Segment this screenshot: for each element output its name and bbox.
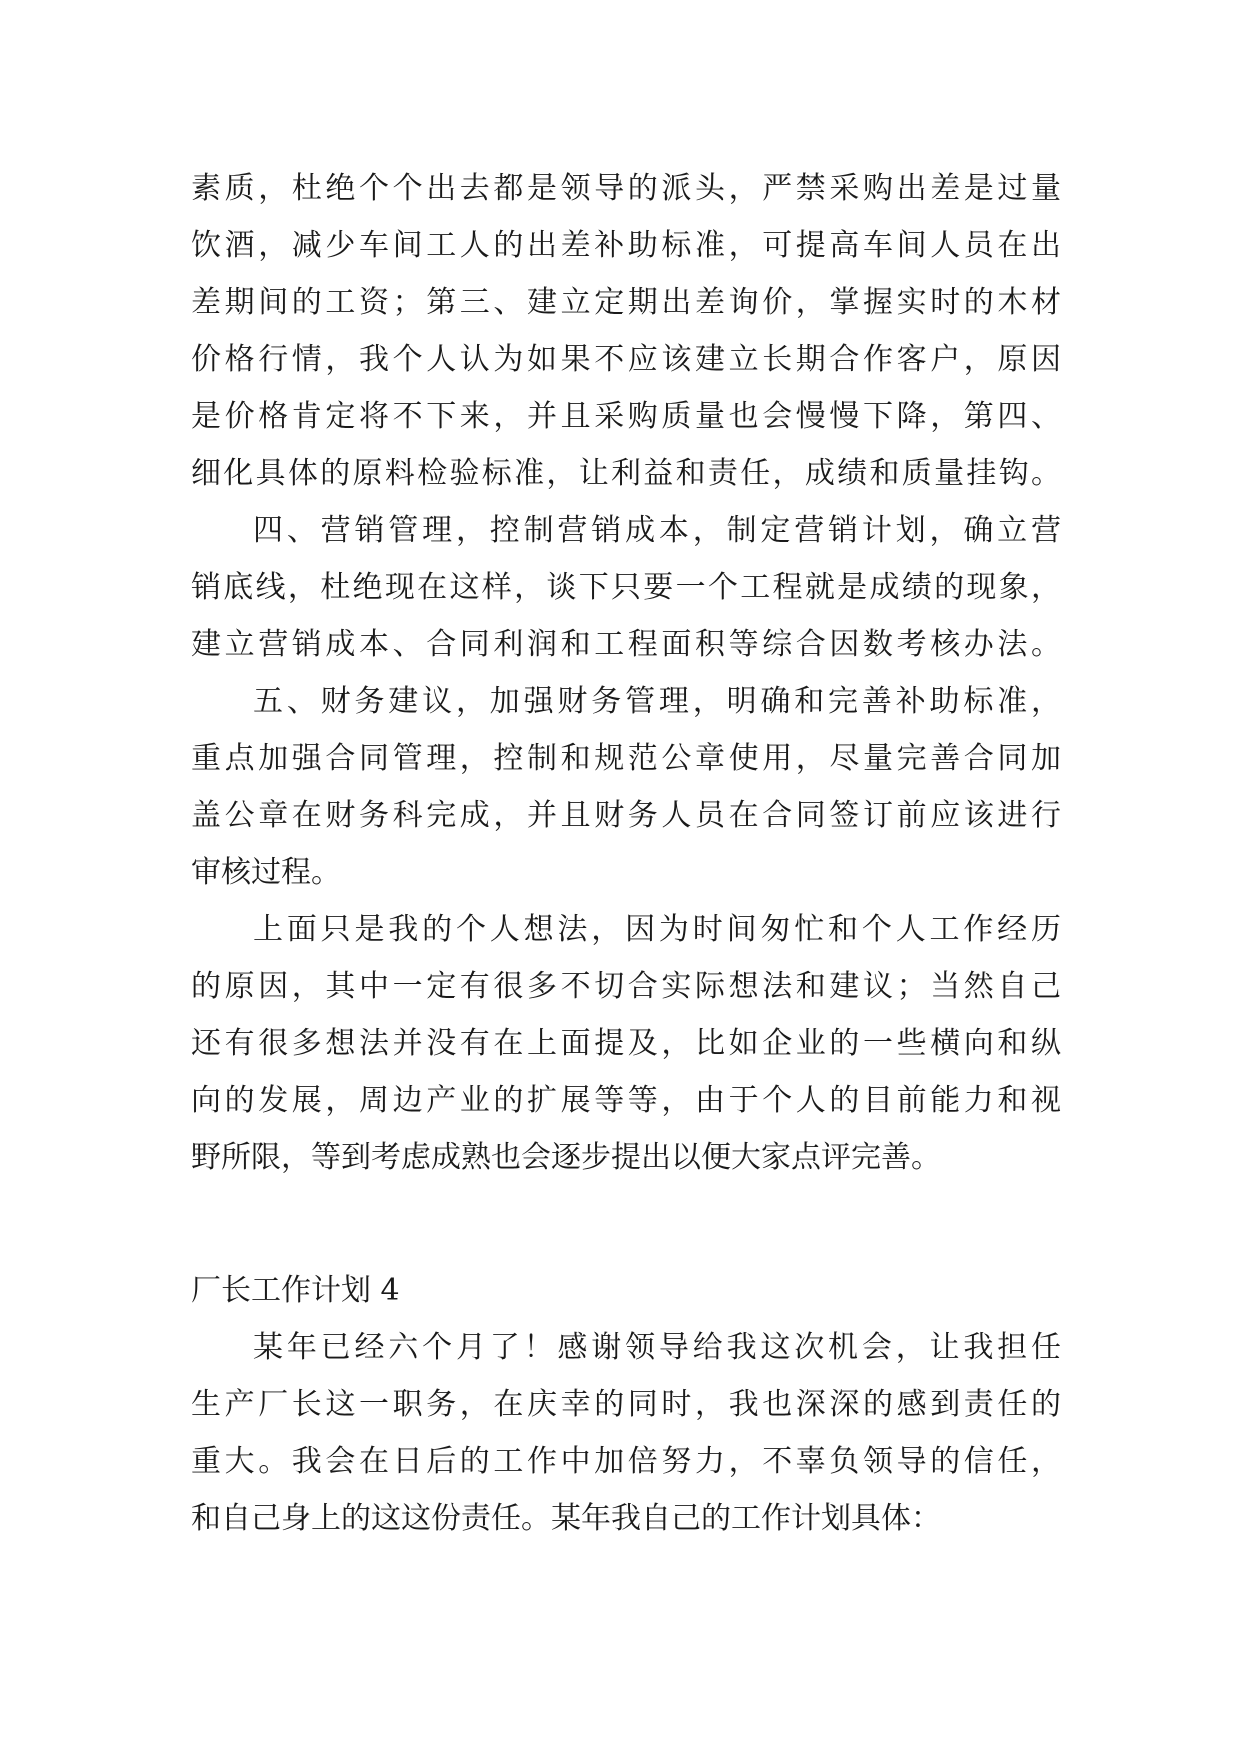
text-line: 价格行情，我个人认为如果不应该建立长期合作客户，原因: [191, 342, 1061, 377]
document-body-section-4: [191, 1319, 1061, 1547]
text-line: 素质，杜绝个个出去都是领导的派头，严禁采购出差是过量: [191, 171, 1061, 206]
text-line: 盖公章在财务科完成，并且财务人员在合同签订前应该进行: [191, 798, 1061, 833]
text-line: 饮酒，减少车间工人的出差补助标准，可提高车间人员在出: [191, 228, 1061, 263]
text-line: 野所限，等到考虑成熟也会逐步提出以便大家点评完善。: [191, 1140, 941, 1175]
text-line: 某年已经六个月了！感谢领导给我这次机会，让我担任: [253, 1330, 1061, 1365]
text-line: 五、财务建议，加强财务管理，明确和完善补助标准，: [253, 684, 1061, 719]
text-line: 是价格肯定将不下来，并且采购质量也会慢慢下降，第四、: [191, 399, 1061, 434]
text-line: 重点加强合同管理，控制和规范公章使用，尽量完善合同加: [191, 741, 1061, 776]
paragraph-finance: [191, 673, 1061, 901]
text-line: 的原因，其中一定有很多不切合实际想法和建议；当然自己: [191, 969, 1061, 1004]
text-line: 生产厂长这一职务，在庆幸的同时，我也深深的感到责任的: [191, 1387, 1061, 1422]
paragraph-closing-remarks: [191, 901, 1061, 1186]
text-line: 重大。我会在日后的工作中加倍努力，不辜负领导的信任，: [191, 1444, 1061, 1479]
text-line: 销底线，杜绝现在这样，谈下只要一个工程就是成绩的现象，: [191, 570, 1061, 605]
text-line: 还有很多想法并没有在上面提及，比如企业的一些横向和纵: [191, 1026, 1061, 1061]
text-line: 差期间的工资；第三、建立定期出差询价，掌握实时的木材: [191, 285, 1061, 320]
text-line: 审核过程。: [191, 855, 341, 890]
text-line: 上面只是我的个人想法，因为时间匆忙和个人工作经历: [253, 912, 1061, 947]
paragraph-procurement: [191, 160, 1061, 502]
document-body: [191, 160, 1061, 1186]
text-line: 建立营销成本、合同利润和工程面积等综合因数考核办法。: [191, 627, 1061, 662]
text-line: 细化具体的原料检验标准，让利益和责任，成绩和质量挂钩。: [191, 456, 1061, 491]
text-line: 四、营销管理，控制营销成本，制定营销计划，确立营: [253, 513, 1061, 548]
paragraph-marketing: [191, 502, 1061, 673]
section-heading: 厂长工作计划 4: [191, 1273, 400, 1308]
text-line: 和自己身上的这这份责任。某年我自己的工作计划具体：: [191, 1501, 941, 1536]
text-line: 向的发展，周边产业的扩展等等，由于个人的目前能力和视: [191, 1083, 1061, 1118]
paragraph-intro: [191, 1319, 1061, 1547]
